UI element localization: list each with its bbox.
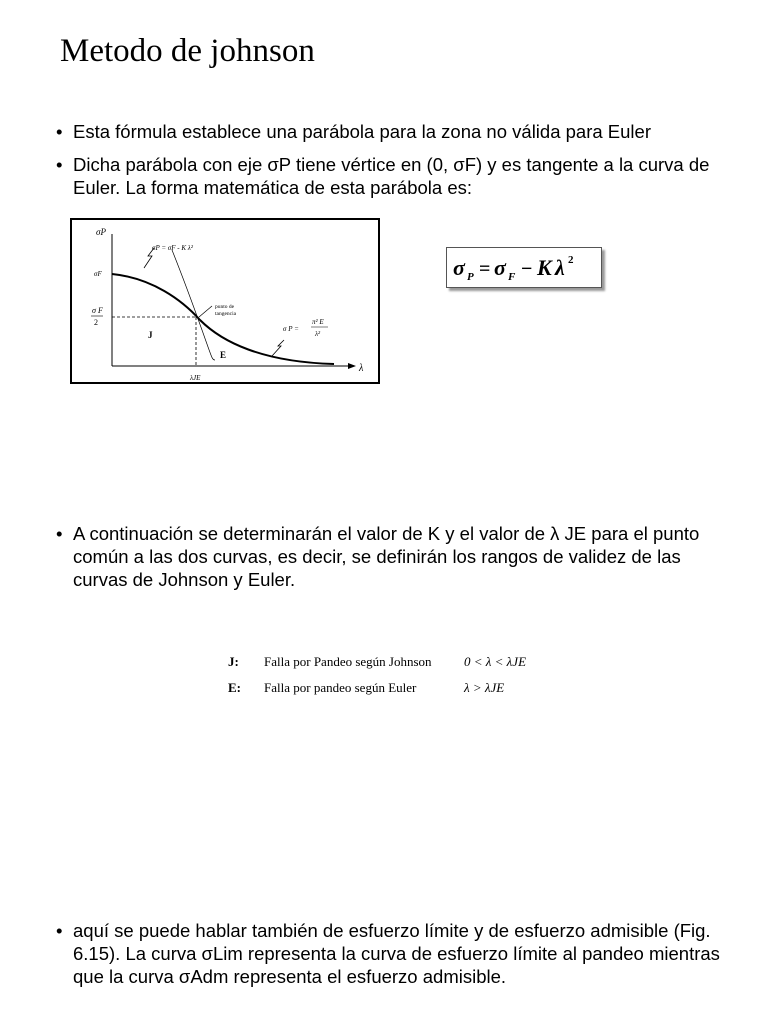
formula-lambda: λ (555, 255, 565, 280)
sigma-f-label: σF (94, 270, 102, 278)
y-axis-label: σP (96, 227, 106, 237)
bullet-text: Dicha parábola con eje σP tiene vértice en (0, σF) y es tangente a la curva de Euler. La forma matemática de esta parábola es: (73, 154, 710, 198)
bullet-text: A continuación se determinarán el valor de K y el valor de λ JE para el punto común a las dos curvas, es decir, se definirán los rangos de validez de las curvas de Johnson y Euler. (73, 523, 700, 590)
page-title: Metodo de johnson (60, 33, 315, 69)
region-j-label: J (148, 330, 153, 340)
range-letter: E: (228, 680, 241, 695)
half-denominator: 2 (94, 318, 98, 327)
figure-graph (72, 220, 378, 382)
formula-rhs-sigma: σ (494, 255, 506, 280)
bullet-text: Esta fórmula establece una parábola para la zona no válida para Euler (73, 121, 651, 142)
tangent-label-line1: punto de (215, 304, 235, 310)
bullet-item (56, 120, 736, 143)
range-condition: 0 < λ < λJE (464, 654, 527, 669)
bullet-item (56, 522, 736, 591)
johnson-formula-box (446, 247, 602, 288)
range-description: Falla por pandeo según Euler (264, 680, 417, 695)
region-e-label: E (220, 350, 227, 360)
johnson-formula (447, 248, 600, 286)
formula-lhs: σ (453, 255, 465, 280)
tangent-leader (199, 306, 212, 317)
formula-minus: − (521, 258, 533, 280)
euler-leader (272, 340, 284, 356)
formula-lhs-sub: P (467, 271, 474, 283)
bullet-item (56, 153, 736, 199)
bullet-symbol: • (56, 920, 63, 941)
x-axis-arrow (348, 363, 356, 369)
bullet-item (56, 919, 736, 988)
euler-denominator: λ² (315, 330, 321, 338)
range-letter: J: (228, 654, 239, 669)
validity-ranges (228, 650, 568, 700)
euler-numerator: π² E (312, 318, 324, 326)
formula-exponent: 2 (568, 254, 574, 266)
x-axis-label: λ (359, 363, 364, 374)
range-description: Falla por Pandeo según Johnson (264, 654, 432, 669)
johnson-euler-figure (70, 218, 380, 384)
range-condition: λ > λJE (464, 680, 505, 695)
bullet-symbol: • (56, 154, 63, 175)
half-numerator: σ F (92, 306, 103, 315)
formula-rhs-sub: F (508, 271, 516, 283)
formula-k: K (537, 255, 552, 280)
bullet-text: aquí se puede hablar también de esfuerzo límite y de esfuerzo admisible (Fig. 6.15). La curva σLim representa la curva de esfuerzo límite al pandeo mientras que la curva σAdm representa el esfuerzo admisible. (73, 920, 720, 987)
euler-curve-upper (172, 250, 215, 360)
tangent-label-line2: tangencia (215, 311, 237, 317)
formula-equals: = (479, 258, 491, 280)
bullet-symbol: • (56, 523, 63, 544)
lambda-je-label: λJE (190, 374, 201, 382)
euler-lhs: σ P = (283, 325, 299, 333)
bullet-symbol: • (56, 121, 63, 142)
johnson-equation: σP = σF - K λ² (152, 244, 193, 252)
